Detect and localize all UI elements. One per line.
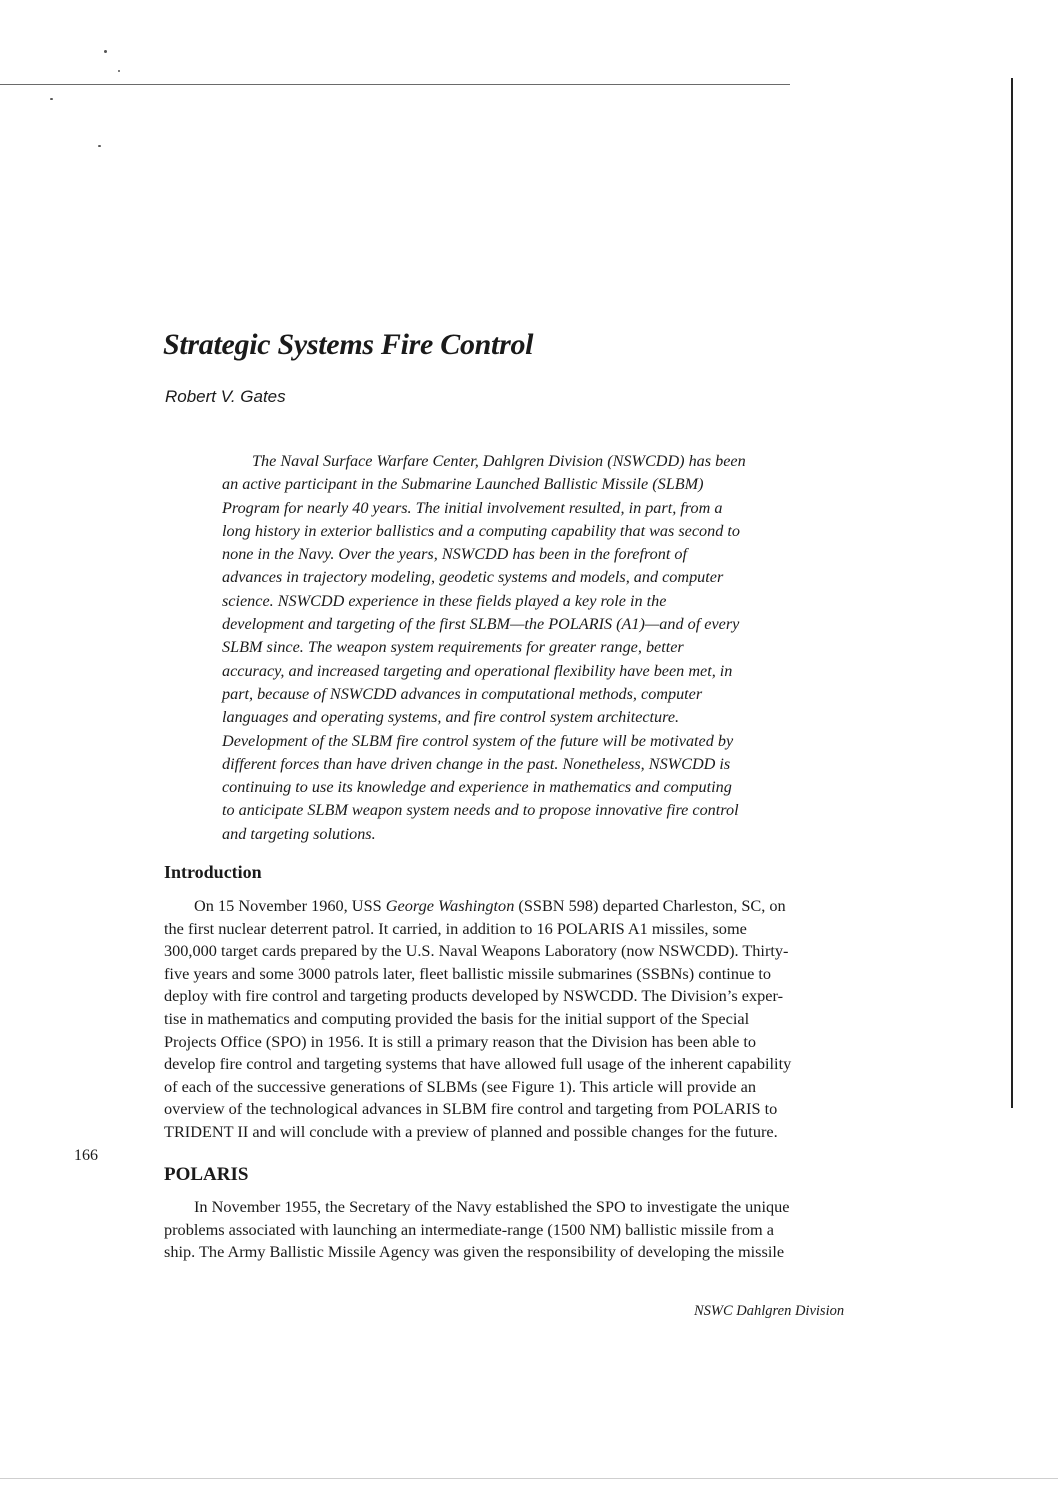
abstract-line: advances in trajectory modeling, geodetic systems and models, and computer (222, 568, 724, 587)
abstract (222, 450, 812, 846)
line-text: (SSBN 598) departed Charleston, SC, on (514, 896, 786, 915)
abstract-line: SLBM since. The weapon system requirements for greater range, better (222, 638, 684, 657)
abstract-line: science. NSWCDD experience in these fields played a key role in the (222, 591, 667, 610)
introduction-line: Projects Office (SPO) in 1956. It is still a primary reason that the Division has been able to (164, 1031, 757, 1051)
polaris-line: In November 1955, the Secretary of the Navy established the SPO to investigate the unique (194, 1197, 790, 1216)
scan-speck (50, 98, 53, 100)
abstract-line: different forces than have driven change in the past. Nonetheless, NSWCDD is (222, 754, 731, 773)
abstract-line: to anticipate SLBM weapon system needs and to propose innovative fire control (222, 801, 739, 820)
abstract-line: development and targeting of the first SLBM—the POLARIS (A1)—and of every (222, 615, 740, 634)
introduction-line: of each of the successive generations of SLBMs (see Figure 1). This article will provide an (164, 1076, 756, 1096)
introduction-heading: Introduction (164, 862, 262, 882)
introduction-line: deploy with fire control and targeting products developed by NSWCDD. The Division’s exper- (164, 986, 783, 1006)
abstract-line: none in the Navy. Over the years, NSWCDD has been in the forefront of (222, 545, 688, 564)
scan-speck (98, 145, 101, 147)
scan-bottom-edge (0, 1478, 1058, 1479)
introduction-line (164, 895, 880, 918)
scan-speck (104, 50, 107, 53)
polaris-heading: POLARIS (164, 1164, 249, 1185)
abstract-line: The Naval Surface Warfare Center, Dahlgren Division (NSWCDD) has been (252, 452, 746, 470)
abstract-line: an active participant in the Submarine Launched Ballistic Missile (SLBM) (222, 475, 704, 494)
polaris-line: problems associated with launching an intermediate-range (1500 NM) ballistic missile from a (164, 1219, 774, 1239)
article-title: Strategic Systems Fire Control (163, 328, 534, 361)
ship-name: George Washington (385, 896, 515, 915)
introduction-line: overview of the technological advances in SLBM fire control and targeting from POLARIS to (164, 1099, 778, 1119)
polaris-paragraph (164, 1196, 880, 1264)
introduction-line: TRIDENT II and will conclude with a preview of planned and possible changes for the future. (164, 1121, 778, 1141)
author-name: Robert V. Gates (165, 387, 286, 406)
introduction-line: tise in mathematics and computing provided the basis for the initial support of the Special (164, 1008, 750, 1028)
abstract-line: Development of the SLBM fire control system of the future will be motivated by (222, 731, 734, 750)
introduction-paragraph (164, 895, 880, 1144)
line-text: On 15 November 1960, USS (194, 896, 386, 915)
running-footer: NSWC Dahlgren Division (694, 1303, 845, 1319)
abstract-line: Program for nearly 40 years. The initial involvement resulted, in part, from a (222, 498, 723, 517)
scan-top-rule (0, 84, 790, 85)
polaris-line: ship. The Army Ballistic Missile Agency was given the responsibility of developing the missile (164, 1242, 785, 1262)
scan-speck (118, 70, 120, 72)
abstract-line: long history in exterior ballistics and a computing capability that was second to (222, 521, 740, 540)
abstract-line: languages and operating systems, and fire control system architecture. (222, 708, 680, 727)
introduction-line: develop fire control and targeting systems that have allowed full usage of the inherent capability (164, 1054, 792, 1074)
introduction-line: the first nuclear deterrent patrol. It carried, in addition to 16 POLARIS A1 missiles, some (164, 918, 747, 938)
abstract-line: continuing to use its knowledge and experience in mathematics and computing (222, 778, 732, 797)
abstract-line: and targeting solutions. (222, 824, 376, 843)
introduction-line: five years and some 3000 patrols later, fleet ballistic missile submarines (SSBNs) continue to (164, 963, 772, 983)
abstract-line: part, because of NSWCDD advances in computational methods, computer (222, 684, 703, 703)
introduction-line: 300,000 target cards prepared by the U.S. Naval Weapons Laboratory (now NSWCDD). Thirty- (164, 941, 789, 961)
page-number: 166 (74, 1147, 98, 1164)
scan-right-edge (1011, 78, 1013, 1108)
abstract-line: accuracy, and increased targeting and operational flexibility have been met, in (222, 661, 733, 680)
